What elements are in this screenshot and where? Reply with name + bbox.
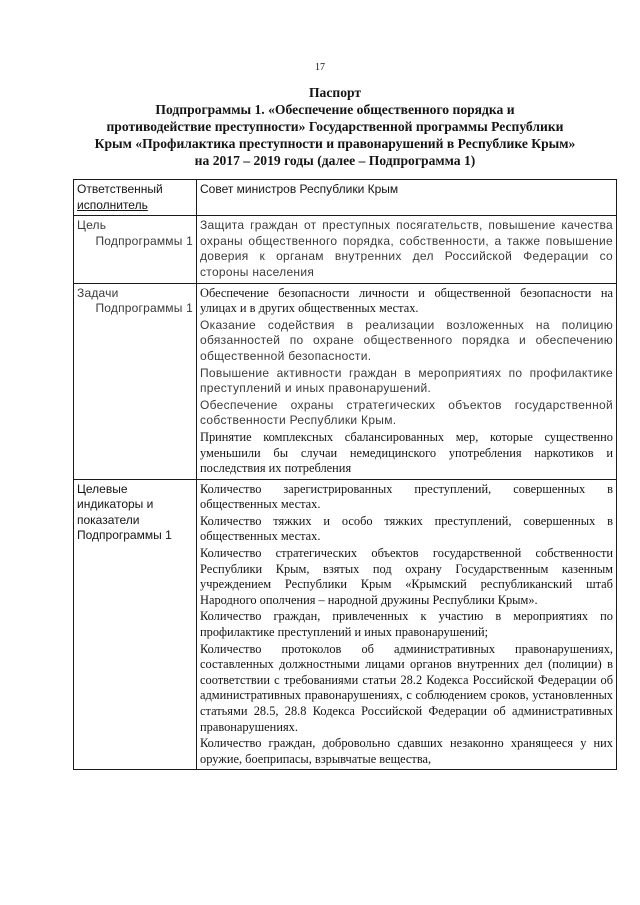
table-row-goal [74,216,617,283]
title-line: противодействие преступности» Государственной программы Республики [106,119,564,134]
table-row-responsible [74,180,617,216]
task-paragraph: Обеспечение безопасности личности и общественной безопасности на улицах и в других общественных местах. [200,285,613,316]
document-title [70,84,600,169]
label-line: Подпрограммы 1 [95,233,193,248]
value-cell-responsible [197,180,617,216]
label-line: Целевые [77,481,128,496]
passport-table [73,179,617,770]
value-cell-indicators [197,479,617,770]
label-line: показатели [77,512,140,527]
indicator-paragraph: Количество граждан, привлеченных к участию в мероприятиях по профилактике преступлений и иных правонарушений; [200,609,613,640]
task-paragraph: Принятие комплексных сбалансированных мер, которые существенно уменьшили бы случаи немедицинского употребления наркотиков и последствия их потребления [200,429,613,476]
page-number: 17 [315,62,325,73]
title-line: Паспорт [308,85,362,100]
label-line: Подпрограммы 1 [77,528,172,543]
label-line: исполнитель [77,197,148,212]
label-line: Задачи [77,285,119,300]
indicator-paragraph: Количество стратегических объектов государственной собственности Республики Крым, взятых под охрану Государственным казенным учреждением Республики Крым «Крымский республиканский штаб Народного ополчения – народной дружины Республики Крым». [200,546,613,607]
indicator-paragraph: Количество граждан, добровольно сдавших незаконно хранящееся у них оружие, боеприпасы, взрывчатые вещества, [200,736,613,766]
responsible-value: Совет министров Республики Крым [200,182,399,196]
label-cell-tasks [74,283,197,479]
label-cell-indicators [74,479,197,770]
title-line: Крым «Профилактика преступности и правонарушений в Республике Крым» [94,136,576,151]
label-cell-goal [74,216,197,283]
label-line: Подпрограммы 1 [95,301,193,316]
label-line: Цель [77,218,107,233]
indicator-paragraph: Количество протоколов об административных правонарушениях, составленных должностными лицами органов внутренних дел (полиции) в соответствии с требованиями статьи 28.2 Кодекса Российской Федерации об административных правонарушениях, с соблюдением сроков, установленных статьями 28.5, 28.8 Кодекса Российской Федерации об административных правонарушениях. [200,641,613,734]
task-paragraph: Оказание содействия в реализации возложенных на полицию обязанностей по охране общественного порядка и обеспечению общественной безопасности. [200,317,613,363]
label-cell-responsible [74,180,197,216]
task-paragraph: Повышение активности граждан в мероприятиях по профилактике преступлений и иных правонарушений. [200,365,613,396]
table-row-indicators [74,479,617,770]
value-cell-goal [197,216,617,283]
task-paragraph: Обеспечение охраны стратегических объектов государственной собственности Республики Крым. [200,397,613,428]
title-line: на 2017 – 2019 годы (далее – Подпрограмма 1) [194,153,476,168]
indicator-paragraph: Количество зарегистрированных преступлений, совершенных в общественных местах. [200,481,613,512]
label-line: Ответственный [77,182,163,196]
table-row-tasks [74,283,617,479]
title-line: Подпрограммы 1. «Обеспечение общественного порядка и [155,102,515,117]
goal-paragraph: Защита граждан от преступных посягательств, повышение качества охраны общественного порядка, собственности, а также повышение доверия к органам внутренних дел Российской Федерации со стороны населения [200,218,613,279]
label-line: индикаторы и [77,497,154,512]
indicator-paragraph: Количество тяжких и особо тяжких преступлений, совершенных в общественных местах. [200,513,613,544]
value-cell-tasks [197,283,617,479]
